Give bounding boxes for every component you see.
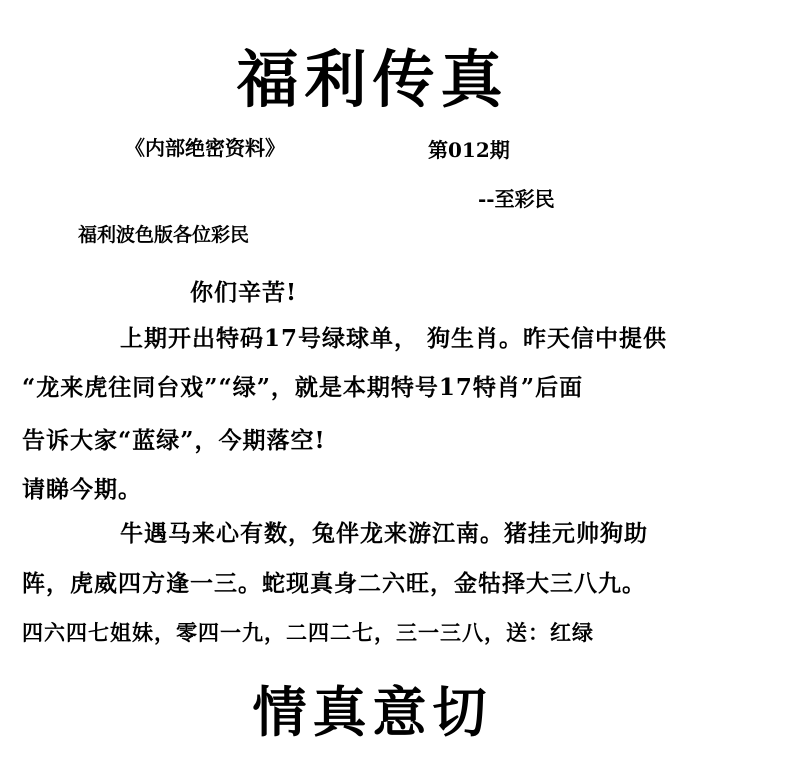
body-line: 告诉大家“蓝绿”，今期落空!	[22, 427, 326, 454]
salutation: 福利波色版各位彩民	[78, 224, 250, 246]
issue-number: 第012期	[428, 138, 510, 162]
body-line: 请睇今期。	[22, 476, 142, 503]
page-title: 福利传真	[236, 43, 509, 116]
closing-title: 情真意切	[252, 680, 493, 744]
author-line: --至彩民	[478, 187, 555, 211]
document-subtitle: 《内部绝密资料》	[125, 136, 285, 160]
body-line: 四六四七姐妹，零四一九，二四二七，三一三八，送：红绿	[22, 620, 594, 645]
body-line: 牛遇马来心有数，兔伴龙来游江南。猪挂元帅狗助	[120, 520, 648, 547]
body-line: “龙来虎往同台戏”“绿”，就是本期特号17特肖”后面	[22, 374, 584, 401]
greeting: 你们辛苦!	[190, 279, 298, 306]
body-line: 阵，虎威四方逢一三。蛇现真身二六旺，金牯择大三八九。	[22, 570, 646, 597]
body-line: 上期开出特码17号绿球单， 狗生肖。昨天信中提供	[120, 325, 668, 352]
